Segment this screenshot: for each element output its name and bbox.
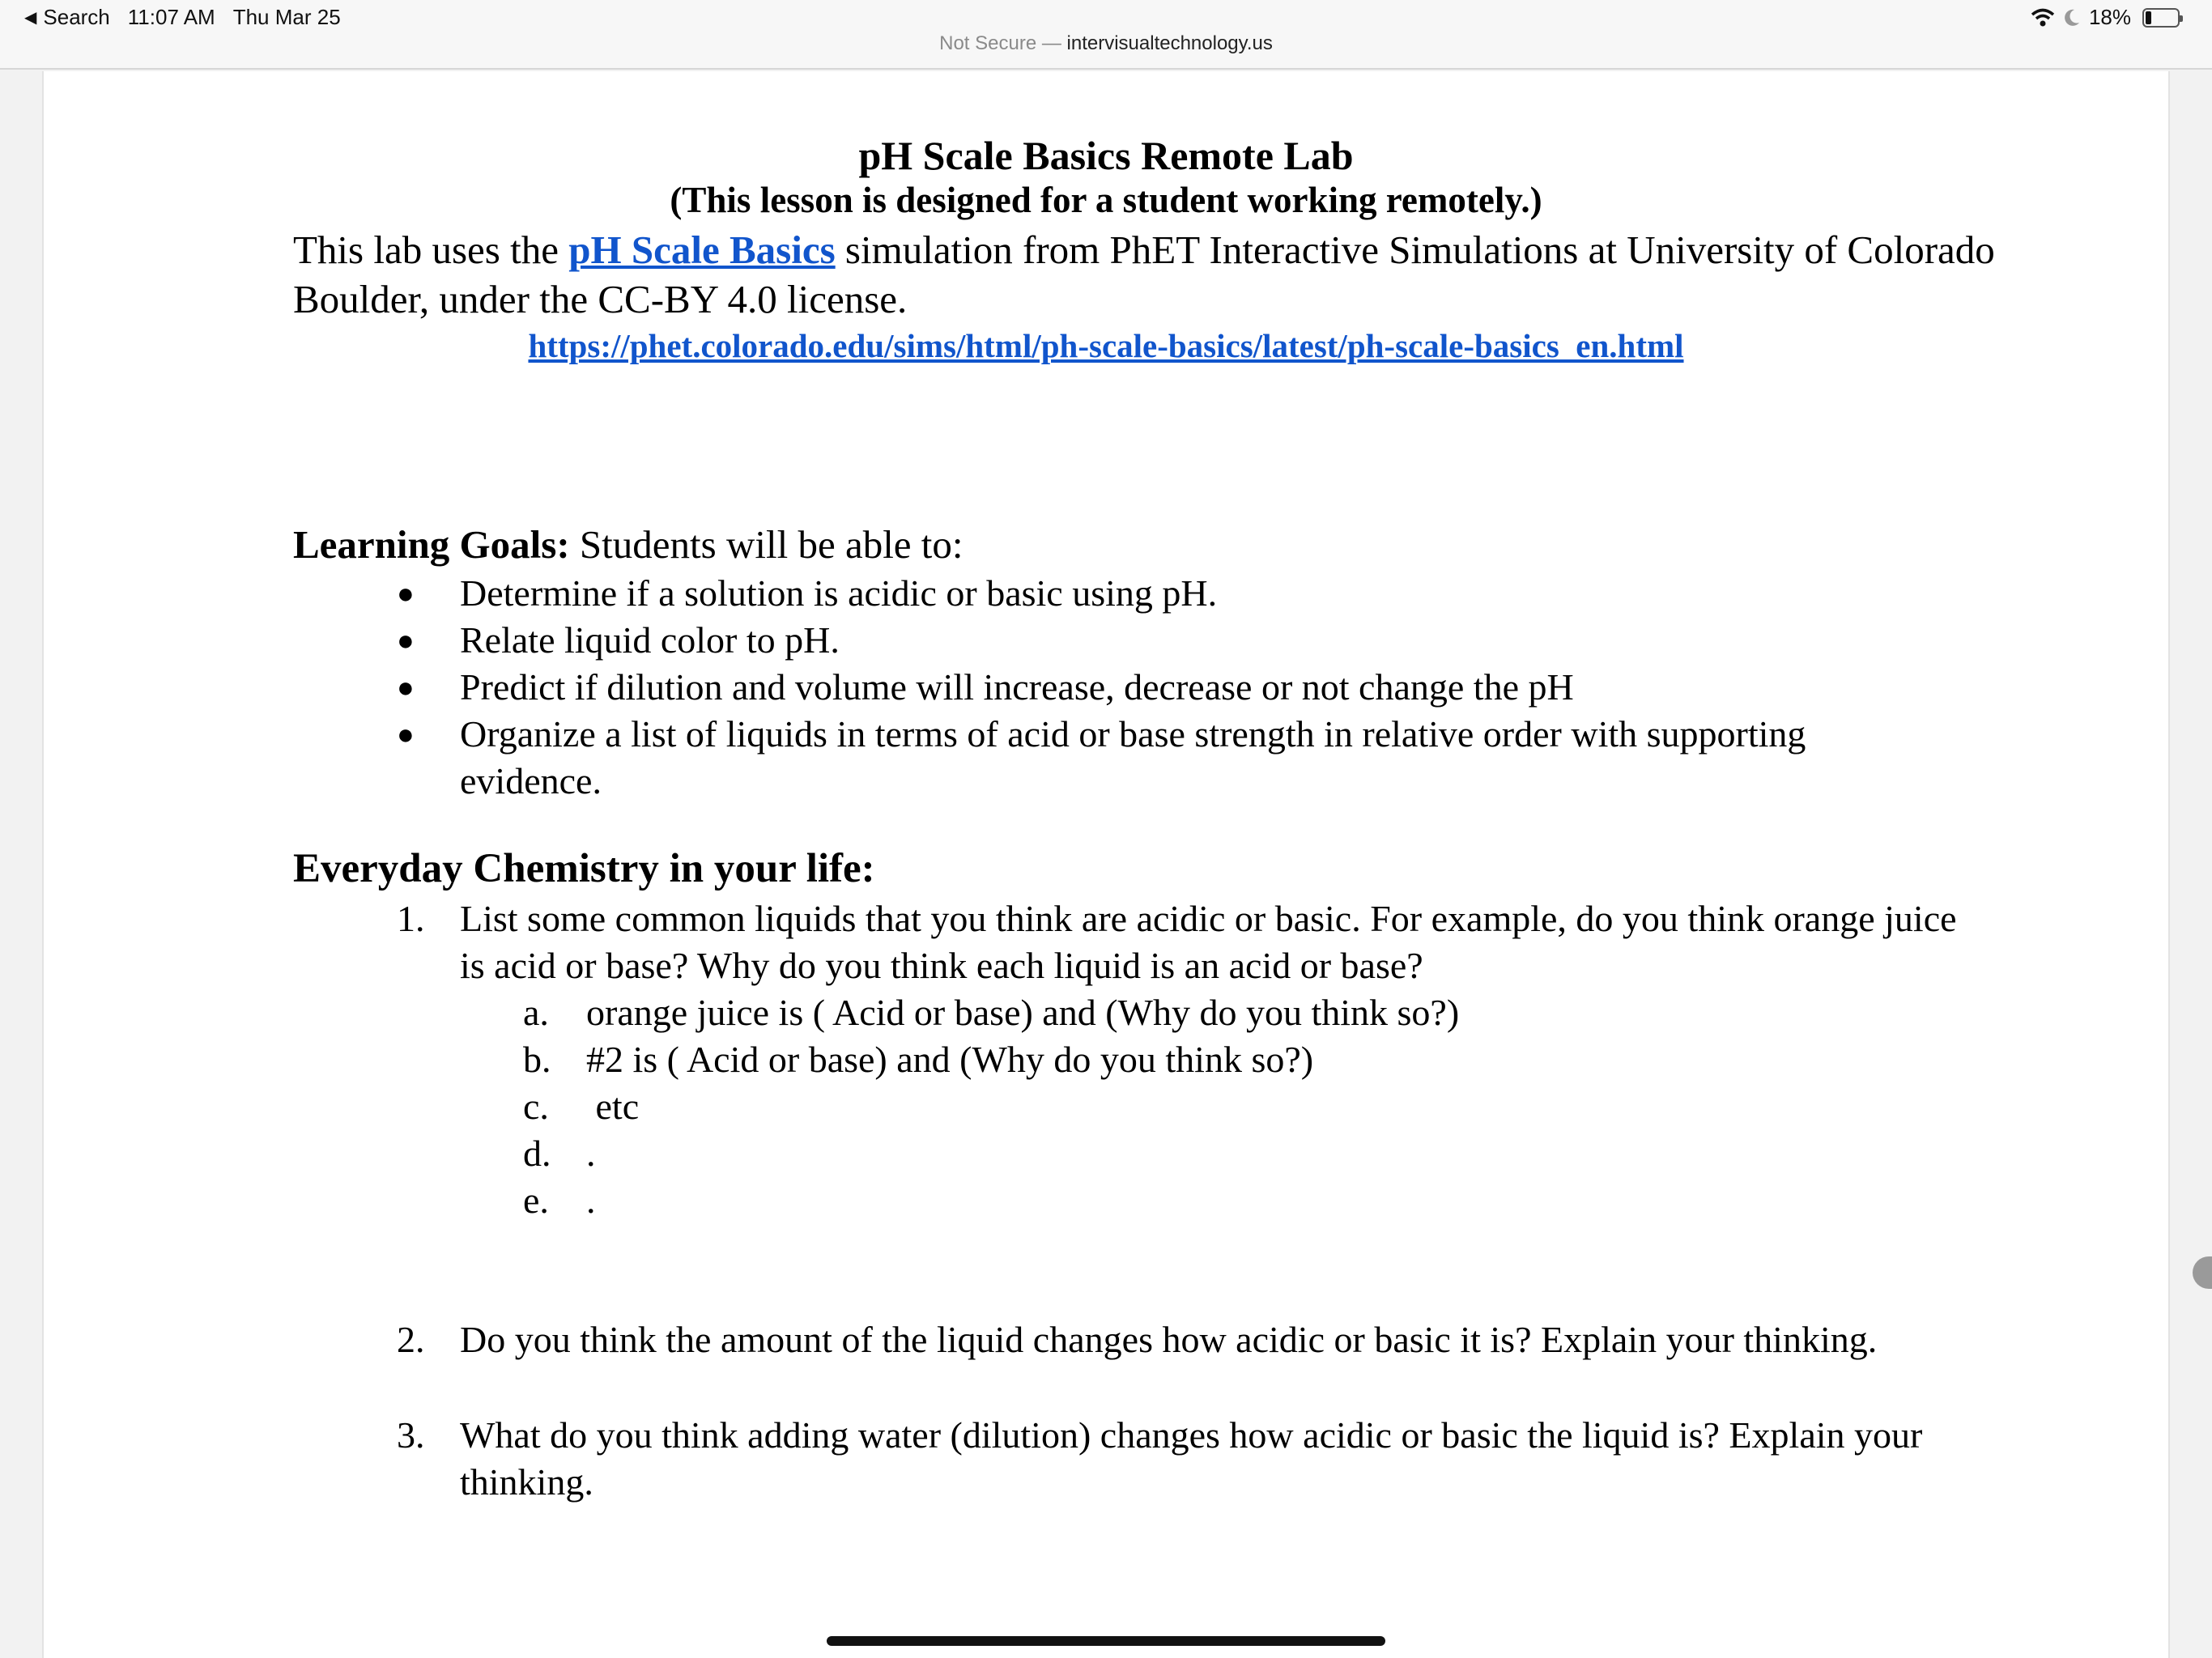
- ph-scale-basics-link[interactable]: pH Scale Basics: [568, 227, 836, 272]
- scroll-handle[interactable]: [2193, 1256, 2212, 1289]
- sub-item-text: .: [586, 1133, 596, 1174]
- learning-goals-heading: [293, 521, 963, 568]
- intro-text-before: This lab uses the: [293, 227, 569, 272]
- home-indicator[interactable]: [827, 1636, 1385, 1646]
- sub-item-label: a.: [523, 992, 549, 1033]
- question-number: 3.: [397, 1414, 425, 1456]
- intro-paragraph: [293, 225, 2001, 324]
- sub-item-label: d.: [523, 1133, 551, 1174]
- do-not-disturb-moon-icon: [2063, 8, 2081, 28]
- sub-item-text: #2 is ( Acid or base) and (Why do you think so?): [586, 1039, 1314, 1080]
- sub-item-label: c.: [523, 1086, 549, 1127]
- everyday-chemistry-heading: Everyday Chemistry in your life:: [293, 846, 875, 891]
- back-to-search-link[interactable]: Search: [43, 5, 110, 29]
- learning-goals-label: Learning Goals:: [293, 522, 570, 567]
- question-1-text: List some common liquids that you think are acidic or basic. For example, do you think orange juice is acid or base? Why do you think each liquid is an acid or base?: [460, 898, 1957, 986]
- sub-item-text: etc: [586, 1086, 640, 1127]
- learning-goal-text: Predict if dilution and volume will increase, decrease or not change the pH: [460, 666, 1574, 708]
- learning-goal-text: Determine if a solution is acidic or basic using pH.: [460, 572, 1218, 614]
- simulation-url-link[interactable]: https://phet.colorado.edu/sims/html/ph-scale-basics/latest/ph-scale-basics_en.html: [528, 327, 1684, 364]
- question-number: 1.: [397, 898, 425, 939]
- battery-percentage: 18%: [2088, 5, 2131, 29]
- document-page: [42, 71, 2170, 1658]
- learning-goals-intro: Students will be able to:: [569, 522, 963, 567]
- question-3-text: What do you think adding water (dilution) changes how acidic or basic the liquid is? Explain your thinking.: [460, 1414, 1923, 1503]
- question-2-text: Do you think the amount of the liquid changes how acidic or basic it is? Explain your thinking.: [460, 1319, 1878, 1360]
- page-subtitle: (This lesson is designed for a student working remotely.): [670, 180, 1542, 220]
- url-host: intervisualtechnology.us: [1066, 32, 1273, 54]
- battery-icon: [2142, 8, 2180, 28]
- status-time: 11:07 AM: [127, 5, 215, 29]
- learning-goal-text: Organize a list of liquids in terms of acid or base strength in relative order with supporting evidence.: [460, 713, 1806, 801]
- learning-goal-text: Relate liquid color to pH.: [460, 619, 840, 661]
- question-number: 2.: [397, 1319, 425, 1360]
- page-title: pH Scale Basics Remote Lab: [858, 133, 1354, 178]
- status-bar: [0, 0, 2212, 70]
- bullet-icon: ●: [397, 624, 415, 657]
- sub-item-text: .: [586, 1180, 596, 1221]
- sub-item-label: e.: [523, 1180, 549, 1221]
- not-secure-label: Not Secure —: [939, 32, 1061, 54]
- intro-text-after: simulation from PhET Interactive Simulations at University of Colorado Boulder, under the CC-BY 4.0 license.: [293, 227, 1995, 321]
- bullet-icon: ●: [397, 577, 415, 610]
- status-left: [24, 5, 341, 30]
- sub-item-text: orange juice is ( Acid or base) and (Why do you think so?): [586, 992, 1460, 1033]
- bullet-icon: ●: [397, 671, 415, 704]
- status-date: Thu Mar 25: [232, 5, 341, 29]
- wifi-icon: [2031, 8, 2055, 28]
- address-bar[interactable]: [0, 32, 2212, 55]
- bullet-icon: ●: [397, 718, 415, 750]
- status-right: [2031, 5, 2180, 30]
- sub-item-label: b.: [523, 1039, 551, 1080]
- back-arrow-icon[interactable]: ◀: [24, 9, 37, 27]
- battery-level: [2146, 11, 2151, 24]
